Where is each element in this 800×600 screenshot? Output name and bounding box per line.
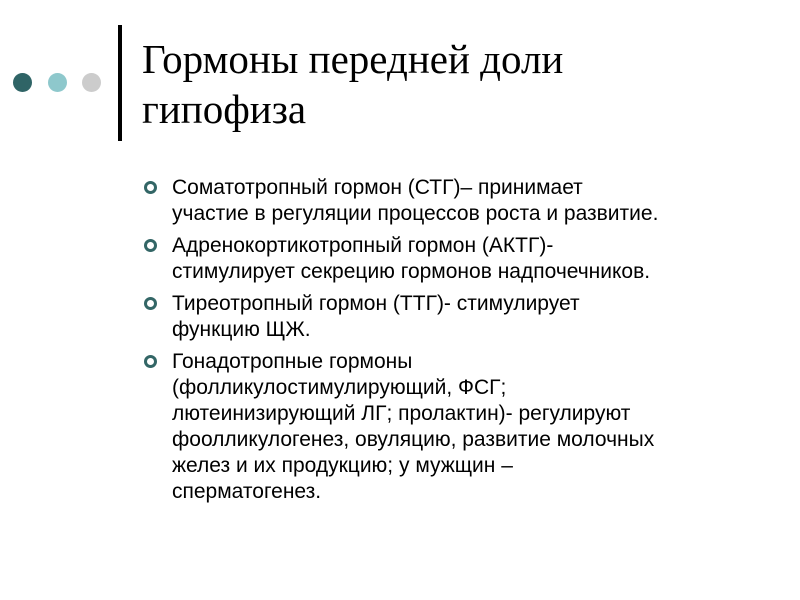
bullet-text: сперматогенез. xyxy=(172,480,322,503)
bullet-item-stg xyxy=(140,175,780,227)
ring-bullet-icon xyxy=(144,297,157,310)
decorative-dots xyxy=(13,73,103,93)
bullet-item-gonadotropic xyxy=(140,349,780,505)
bullet-text: стимулирует секрецию гормонов надпочечников. xyxy=(172,260,651,283)
bullet-text: фоолликулогенез, овуляцию, развитие молочных xyxy=(172,428,655,451)
bullet-text: функцию ЩЖ. xyxy=(172,318,311,341)
light-teal-dot-icon xyxy=(48,73,67,92)
bullet-item-aktg xyxy=(140,233,780,285)
title-divider xyxy=(118,25,122,141)
ring-bullet-icon xyxy=(144,239,157,252)
bullet-text: Адренокортикотропный гормон (АКТГ)- xyxy=(172,234,554,257)
ring-bullet-icon xyxy=(144,355,157,368)
bullet-text: желез и их продукцию; у мужщин – xyxy=(172,454,513,477)
bullet-item-ttg xyxy=(140,291,780,343)
bullet-text: (фолликулостимулирующий, ФСГ; xyxy=(172,376,507,399)
bullet-text: участие в регуляции процессов роста и развитие. xyxy=(172,202,659,225)
title-line: Гормоны передней доли xyxy=(142,36,564,82)
bullet-text: лютеинизирующий ЛГ; пролактин)- регулируют xyxy=(172,402,631,425)
gray-dot-icon xyxy=(82,73,101,92)
bullet-list xyxy=(140,175,780,511)
title-line: гипофиза xyxy=(142,86,307,132)
ring-bullet-icon xyxy=(144,181,157,194)
bullet-text: Соматотропный гормон (СТГ)– принимает xyxy=(172,176,583,199)
slide-title xyxy=(142,34,782,134)
dark-teal-dot-icon xyxy=(13,73,32,92)
bullet-text: Гонадотропные гормоны xyxy=(172,350,413,373)
bullet-text: Тиреотропный гормон (ТТГ)- стимулирует xyxy=(172,292,580,315)
